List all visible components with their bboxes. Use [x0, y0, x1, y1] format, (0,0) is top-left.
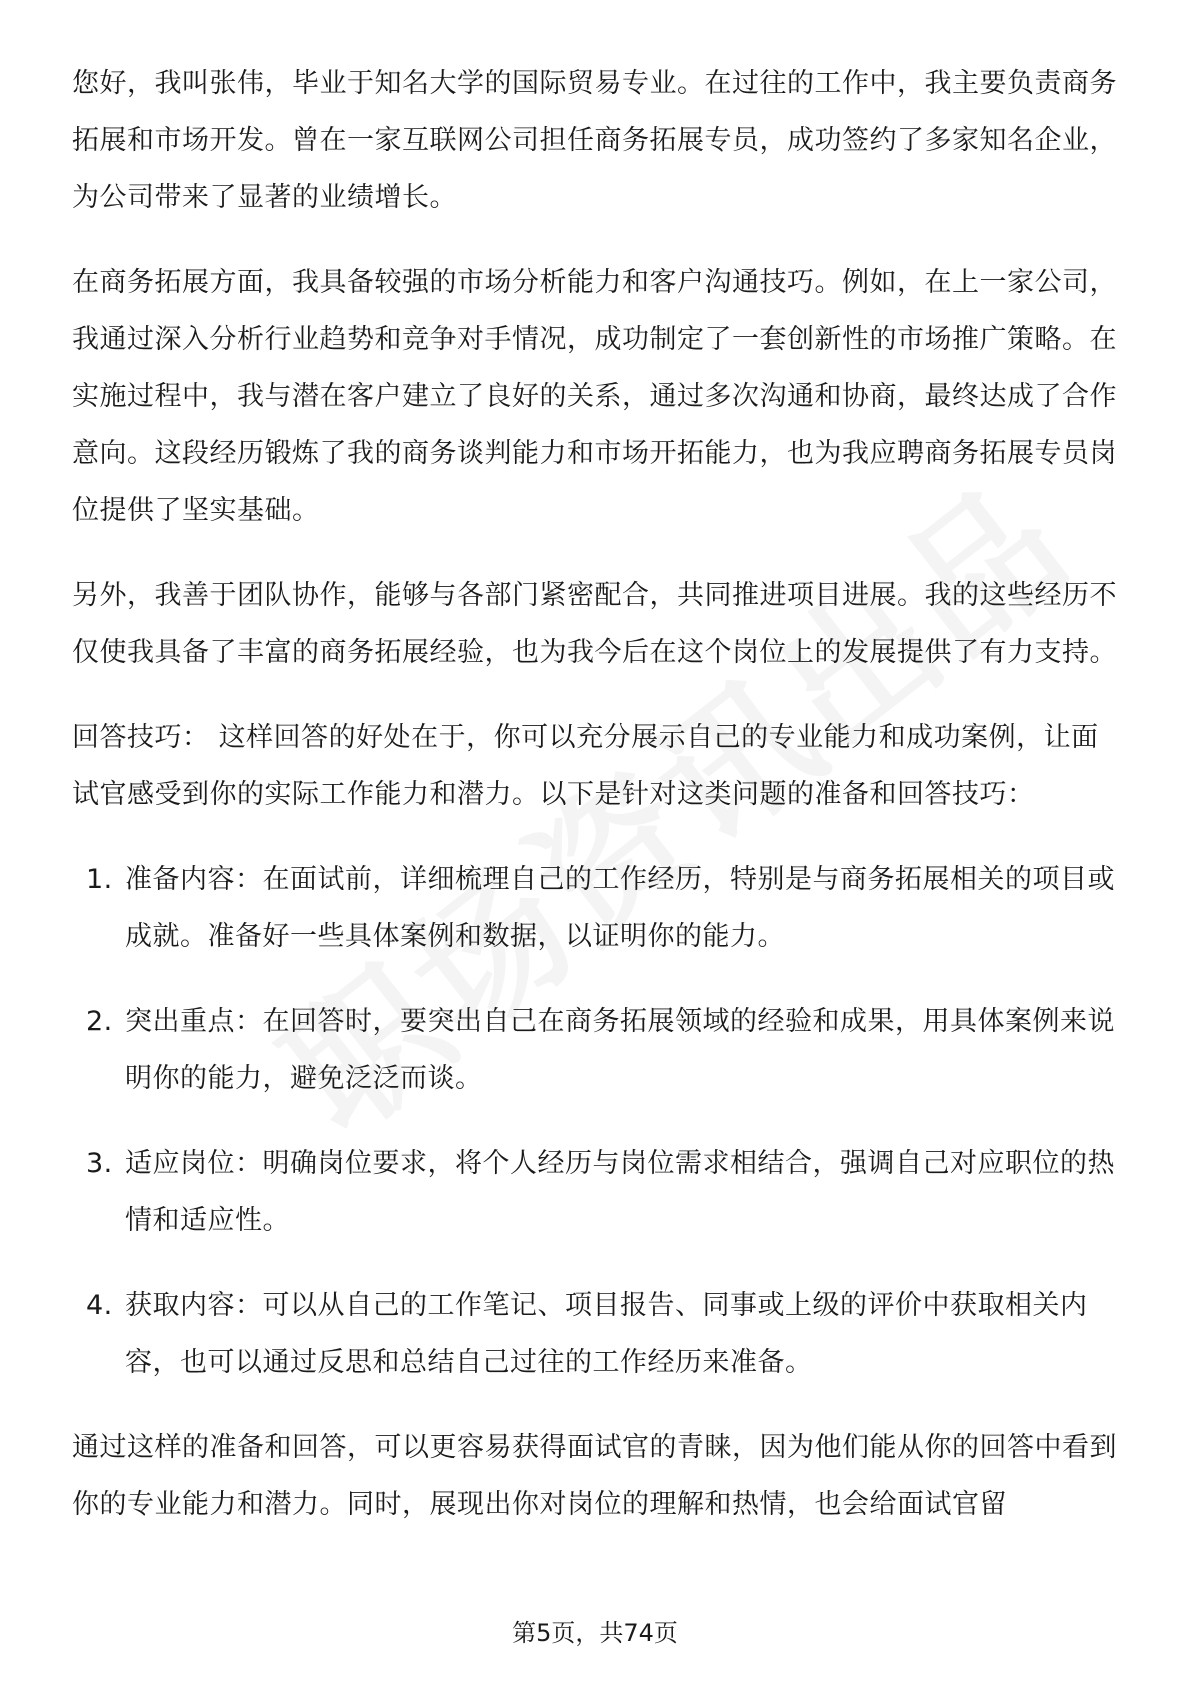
list-item-number: 1. [86, 864, 113, 895]
list-item [72, 1277, 1122, 1391]
business-development-paragraph: 在商务拓展方面，我具备较强的市场分析能力和客户沟通技巧。例如，在上一家公司，我通过深入分析行业趋势和竞争对手情况，成功制定了一套创新性的市场推广策略。在实施过程中，我与潜在客户建立了良好的关系，通过多次沟通和协商，最终达成了合作意向。这段经历锻炼了我的商务谈判能力和市场开拓能力，也为我应聘商务拓展专员岗位提供了坚实基础。 [72, 267, 1117, 526]
list-item-number: 4. [86, 1290, 113, 1321]
document-body [72, 55, 1122, 1561]
list-item-text: 适应岗位：明确岗位要求，将个人经历与岗位需求相结合，强调自己对应职位的热情和适应性。 [125, 1148, 1115, 1236]
list-item [72, 993, 1122, 1107]
page-number: 第5页，共74页 [512, 1619, 678, 1647]
list-item-text: 突出重点：在回答时，要突出自己在商务拓展领域的经验和成果，用具体案例来说明你的能力，避免泛泛而谈。 [125, 1006, 1115, 1094]
tips-list [72, 851, 1122, 1391]
list-item-number: 2. [86, 1006, 113, 1037]
list-item-text: 获取内容：可以从自己的工作笔记、项目报告、同事或上级的评价中获取相关内容，也可以通过反思和总结自己过往的工作经历来准备。 [125, 1290, 1088, 1378]
list-item-text: 准备内容：在面试前，详细梳理自己的工作经历，特别是与商务拓展相关的项目或成就。准备好一些具体案例和数据，以证明你的能力。 [125, 864, 1115, 952]
teamwork-paragraph: 另外，我善于团队协作，能够与各部门紧密配合，共同推进项目进展。我的这些经历不仅使我具备了丰富的商务拓展经验，也为我今后在这个岗位上的发展提供了有力支持。 [72, 580, 1117, 668]
list-item [72, 851, 1122, 965]
closing-paragraph: 通过这样的准备和回答，可以更容易获得面试官的青睐，因为他们能从你的回答中看到你的专业能力和潜力。同时，展现出你对岗位的理解和热情，也会给面试官留 [72, 1432, 1117, 1520]
list-item [72, 1135, 1122, 1249]
list-item-number: 3. [86, 1148, 113, 1179]
answer-tips-paragraph: 回答技巧： 这样回答的好处在于，你可以充分展示自己的专业能力和成功案例，让面试官感受到你的实际工作能力和潜力。以下是针对这类问题的准备和回答技巧： [72, 722, 1099, 810]
intro-paragraph: 您好，我叫张伟，毕业于知名大学的国际贸易专业。在过往的工作中，我主要负责商务拓展和市场开发。曾在一家互联网公司担任商务拓展专员，成功签约了多家知名企业，为公司带来了显著的业绩增长。 [72, 68, 1117, 213]
